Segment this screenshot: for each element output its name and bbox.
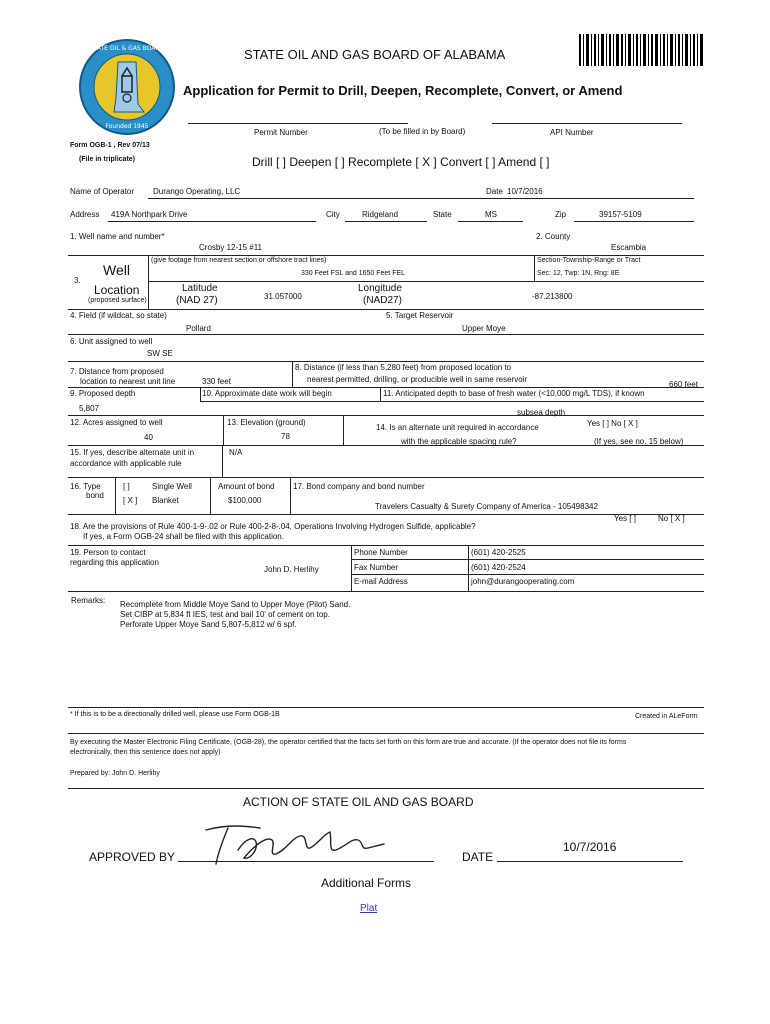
- plat-link[interactable]: Plat: [360, 903, 378, 914]
- distance-well-label-1: 8. Distance (if less than 5,280 feet) from proposed location to: [295, 363, 512, 372]
- alternate-unit-label-2: with the applicable spacing rule?: [401, 437, 517, 446]
- svg-text:Founded 1945: Founded 1945: [105, 123, 149, 130]
- proposed-surface-note: (proposed surface): [88, 297, 147, 304]
- additional-forms-heading: Additional Forms: [321, 876, 412, 890]
- proposed-depth-value: 5,807: [79, 404, 100, 413]
- remarks-line-3: Perforate Upper Moye Sand 5,807-5,812 w/ 6 spf.: [120, 620, 297, 629]
- distance-well-value: 660 feet: [669, 380, 698, 389]
- h2s-no: No [ X ]: [658, 514, 685, 523]
- distance-unit-line-label-1: 7. Distance from proposed: [70, 367, 164, 376]
- contact-label-1: 19. Person to contact: [70, 548, 146, 557]
- unit-assigned-label: 6. Unit assigned to well: [70, 337, 153, 346]
- longitude-label: Longitude: [358, 283, 402, 294]
- alternate-unit-yes-no: Yes [ ] No [ X ]: [587, 419, 638, 428]
- target-reservoir-label: 5. Target Reservoir: [386, 311, 454, 320]
- remarks-line-2: Set CIBP at 5,834 ft IES, test and bail 10' of cement on top.: [120, 610, 330, 619]
- item-15-value: N/A: [229, 448, 243, 457]
- approx-date-label: 10. Approximate date work will begin: [202, 389, 332, 398]
- zip-label: Zip: [555, 210, 567, 219]
- contact-label-2: regarding this application: [70, 558, 159, 567]
- svg-text:STATE OIL & GAS BOARD: STATE OIL & GAS BOARD: [89, 45, 165, 52]
- operator-name-value: Durango Operating, LLC: [153, 187, 241, 196]
- bond-company-label: 17. Bond company and bond number: [293, 482, 425, 491]
- blanket-label: Blanket: [152, 496, 179, 505]
- date-value: 10/7/2016: [507, 187, 543, 196]
- bond-amount-value: $100,000: [228, 496, 262, 505]
- latitude-label: Latitude: [182, 283, 218, 294]
- bond-type-label-1: 16. Type: [70, 482, 101, 491]
- permit-number-label: Permit Number: [254, 128, 308, 137]
- single-well-label: Single Well: [152, 482, 192, 491]
- state-label: State: [433, 210, 452, 219]
- email-label: E-mail Address: [354, 577, 408, 586]
- footage-label: (give footage from nearest section or offshore tract lines): [151, 257, 327, 264]
- well-heading: Well: [103, 262, 130, 278]
- barcode: [577, 32, 705, 68]
- distance-well-label-2: nearest permitted, drilling, or producible well in same reservoir: [307, 375, 528, 384]
- filled-by-board-note: (To be filled in by Board): [379, 127, 466, 136]
- state-value: MS: [485, 210, 497, 219]
- approved-by-label: APPROVED BY: [89, 850, 176, 864]
- date-label: Date: [486, 187, 503, 196]
- elevation-label: 13. Elevation (ground): [227, 418, 306, 427]
- phone-label: Phone Number: [354, 548, 408, 557]
- form-title: Application for Permit to Drill, Deepen, Recomplete, Convert, or Amend: [183, 83, 623, 98]
- elevation-value: 78: [281, 432, 290, 441]
- latitude-value: 31.057000: [264, 292, 302, 301]
- state-seal-logo: [78, 38, 176, 136]
- bond-type-label-2: bond: [86, 491, 104, 500]
- directional-note: * If this is to be a directionally drilled well, please use Form OGB-1B: [70, 711, 280, 718]
- form-id: Form OGB-1 , Rev 07/13: [70, 142, 150, 149]
- api-number-label: API Number: [550, 128, 594, 137]
- item-15-label-1: 15. If yes, describe alternate unit in: [70, 448, 195, 457]
- address-label: Address: [70, 210, 100, 219]
- application-type-options: Drill [ ] Deepen [ ] Recomplete [ X ] Convert [ ] Amend [ ]: [252, 155, 550, 169]
- remarks-line-1: Recomplete from Middle Moye Sand to Upper Moye (Pilot) Sand.: [120, 600, 351, 609]
- zip-value: 39157-5109: [599, 210, 642, 219]
- file-triplicate-note: (File in triplicate): [79, 156, 136, 163]
- h2s-yes: Yes [ ]: [614, 514, 636, 523]
- latitude-datum: (NAD 27): [176, 295, 218, 306]
- alternate-unit-label-1: 14. Is an alternate unit required in accordance: [376, 423, 539, 432]
- alternate-unit-note: (If yes, see no. 15 below): [594, 437, 684, 446]
- created-in-note: Created in ALeForm: [635, 713, 698, 720]
- well-name-label: 1. Well name and number*: [70, 232, 165, 241]
- blanket-checkbox[interactable]: [ X ]: [123, 496, 138, 505]
- h2s-note: If yes, a Form OGB-24 shall be filed with this application.: [83, 532, 284, 541]
- proposed-depth-label: 9. Proposed depth: [70, 389, 136, 398]
- certification-line-2: electronically, then this sentence does not apply): [70, 749, 221, 756]
- operator-name-label: Name of Operator: [70, 187, 135, 196]
- email-value: john@durangooperating.com: [471, 577, 575, 586]
- bond-amount-label: Amount of bond: [218, 482, 275, 491]
- city-label: City: [326, 210, 340, 219]
- fax-label: Fax Number: [354, 563, 399, 572]
- approval-date-value: 10/7/2016: [563, 840, 617, 854]
- h2s-question: 18. Are the provisions of Rule 400-1-9-.02 or Rule 400-2-8-.04, Operations Involving Hydrogen Sulfide, applicable?: [70, 522, 476, 531]
- field-value: Pollard: [186, 324, 211, 333]
- item-15-label-2: accordance with applicable rule: [70, 459, 182, 468]
- distance-unit-line-value: 330 feet: [202, 377, 231, 386]
- address-value: 419A Northpark Drive: [111, 210, 188, 219]
- approver-signature: [198, 820, 390, 870]
- prepared-by: Prepared by: John D. Herlihy: [70, 770, 160, 777]
- acres-value: 40: [144, 433, 153, 442]
- longitude-datum: (NAD27): [363, 295, 402, 306]
- item-3-number: 3.: [74, 276, 81, 285]
- agency-name: STATE OIL AND GAS BOARD OF ALABAMA: [244, 47, 506, 62]
- contact-name: John D. Herlihy: [264, 565, 319, 574]
- field-label: 4. Field (if wildcat, so state): [70, 311, 167, 320]
- unit-assigned-value: SW SE: [147, 349, 173, 358]
- remarks-label: Remarks:: [71, 596, 106, 605]
- well-name-value: Crosby 12-15 #11: [199, 243, 262, 252]
- single-well-checkbox[interactable]: [ ]: [123, 482, 130, 491]
- bond-company-value: Travelers Casualty & Surety Company of America - 105498342: [375, 502, 598, 511]
- action-heading: ACTION OF STATE OIL AND GAS BOARD: [243, 795, 474, 809]
- target-reservoir-value: Upper Moye: [462, 324, 506, 333]
- section-township-range-label: Section-Township-Range or Tract: [537, 257, 641, 264]
- section-township-range-value: Sec: 12, Twp: 1N, Rng: 8E: [537, 270, 620, 277]
- city-value: Ridgeland: [362, 210, 399, 219]
- distance-unit-line-label-2: location to nearest unit line: [80, 377, 176, 386]
- fresh-water-value: subsea depth: [517, 408, 566, 417]
- fax-value: (601) 420-2524: [471, 563, 526, 572]
- county-value: Escambia: [611, 243, 647, 252]
- longitude-value: -87.213800: [532, 292, 573, 301]
- acres-label: 12. Acres assigned to well: [70, 418, 163, 427]
- footage-value: 330 Feet FSL and 1650 Feet FEL: [301, 270, 406, 277]
- location-heading: Location: [94, 283, 140, 297]
- certification-line-1: By executing the Master Electronic Filing Certificate, (OGB-28), the operator certified that the facts set forth on this form are true and accurate. (If the operator does not file its forms: [70, 739, 627, 746]
- approval-date-label: DATE: [462, 850, 494, 864]
- phone-value: (601) 420-2525: [471, 548, 526, 557]
- county-label: 2. County: [536, 232, 571, 241]
- fresh-water-label: 11. Anticipated depth to base of fresh water (<10,000 mg/L TDS), if known: [383, 389, 645, 398]
